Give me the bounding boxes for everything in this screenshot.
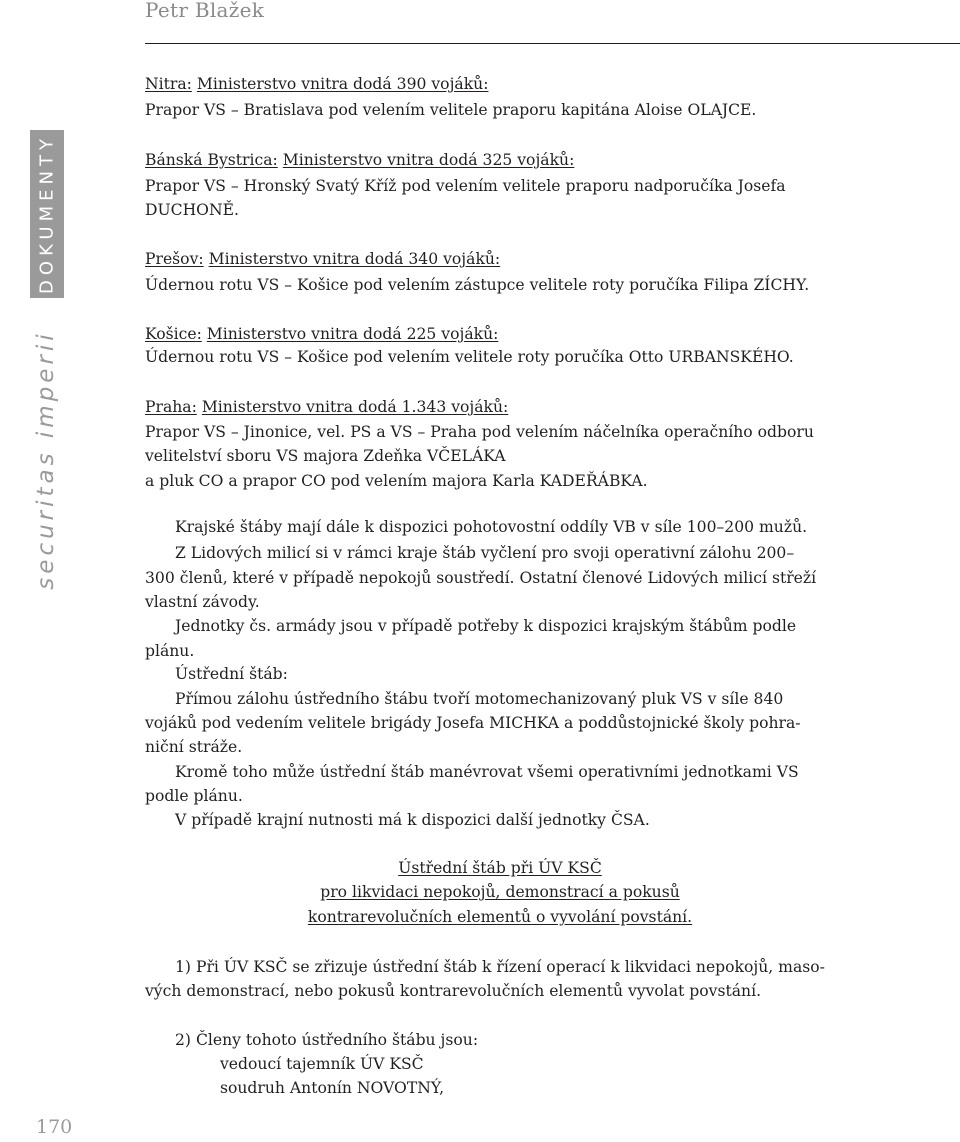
unit-line: a pluk CO a prapor CO pod velením majora Karla KADEŘÁBKA. xyxy=(145,472,648,490)
unit-place: Bánská Bystrica: xyxy=(145,151,278,169)
paragraph-line: V případě krajní nutnosti má k dispozici další jednotky ČSA. xyxy=(175,811,650,829)
point-line: 1) Při ÚV KSČ se zřizuje ústřední štáb k řízení operací k likvidaci nepokojů, maso- xyxy=(175,958,825,976)
header-rule xyxy=(145,43,960,44)
paragraph-line: Kromě toho může ústřední štáb manévrovat všemi operativními jednotkami VS xyxy=(175,763,799,781)
section-heading-line xyxy=(145,856,855,880)
series-label: securitas imperii xyxy=(33,330,59,590)
unit-supply: Ministerstvo vnitra dodá 225 vojáků: xyxy=(206,325,499,343)
section-heading-line xyxy=(145,905,855,929)
unit-line: Prapor VS – Jinonice, vel. PS a VS – Praha pod velením náčelníka operačního odboru xyxy=(145,423,814,441)
paragraph-line: podle plánu. xyxy=(145,787,243,805)
unit-supply: Ministerstvo vnitra dodá 325 vojáků: xyxy=(282,151,575,169)
unit-place: Nitra: xyxy=(145,75,192,93)
point-line: vých demonstrací, nebo pokusů kontrarevolučních elementů vyvolat povstání. xyxy=(145,982,762,1000)
section-label: DOKUMENTY xyxy=(36,134,58,294)
paragraph-line: vlastní závody. xyxy=(145,593,260,611)
unit-place: Košice: xyxy=(145,325,202,343)
section-heading-text: kontrarevolučních elementů o vyvolání povstání. xyxy=(307,908,693,926)
paragraph-line: vojáků pod vedením velitele brigády Josefa MICHKA a poddůstojnické školy pohra- xyxy=(145,714,801,732)
unit-line: Prapor VS – Bratislava pod velením velitele praporu kapitána Aloise OLAJCE. xyxy=(145,101,757,119)
paragraph-line: Jednotky čs. armády jsou v případě potřeby k dispozici krajským štábům podle xyxy=(175,617,797,635)
unit-line: Prapor VS – Hronský Svatý Kříž pod velením velitele praporu nadporučíka Josefa xyxy=(145,177,786,195)
unit-line: Údernou rotu VS – Košice pod velením zástupce velitele roty poručíka Filipa ZÍCHY. xyxy=(145,276,810,294)
unit-presov-heading xyxy=(145,247,500,271)
unit-kosice-heading xyxy=(145,322,498,346)
section-heading-text: pro likvidaci nepokojů, demonstrací a pokusů xyxy=(320,883,680,901)
section-heading-text: Ústřední štáb při ÚV KSČ xyxy=(398,859,602,877)
paragraph-line: niční stráže. xyxy=(145,738,243,756)
paragraph-line: plánu. xyxy=(145,642,195,660)
unit-place: Praha: xyxy=(145,398,197,416)
unit-praha-heading xyxy=(145,395,508,419)
point-line: 2) Členy tohoto ústředního štábu jsou: xyxy=(175,1031,479,1049)
unit-line: Údernou rotu VS – Košice pod velením velitele roty poručíka Otto URBANSKÉHO. xyxy=(145,348,794,366)
unit-supply: Ministerstvo vnitra dodá 340 vojáků: xyxy=(208,250,501,268)
paragraph-line: Z Lidových milicí si v rámci kraje štáb vyčlení pro svoji operativní zálohu 200– xyxy=(175,544,795,562)
unit-line: DUCHONĚ. xyxy=(145,201,239,219)
point-line: soudruh Antonín NOVOTNÝ, xyxy=(220,1079,445,1097)
running-head-author: Petr Blažek xyxy=(145,0,265,22)
unit-supply: Ministerstvo vnitra dodá 1.343 vojáků: xyxy=(201,398,509,416)
section-heading-line xyxy=(145,880,855,904)
unit-place: Prešov: xyxy=(145,250,204,268)
unit-nitra-heading xyxy=(145,72,488,96)
paragraph-line: Ústřední štáb: xyxy=(175,665,288,683)
point-line: vedoucí tajemník ÚV KSČ xyxy=(220,1055,424,1073)
unit-line: velitelství sboru VS majora Zdeňka VČELÁKA xyxy=(145,447,506,465)
paragraph-line: 300 členů, které v případě nepokojů soustředí. Ostatní členové Lidových milicí střeží xyxy=(145,569,817,587)
paragraph-line: Přímou zálohu ústředního štábu tvoří motomechanizovaný pluk VS v síle 840 xyxy=(175,690,784,708)
unit-banska-bystrica-heading xyxy=(145,148,574,172)
paragraph-line: Krajské štáby mají dále k dispozici pohotovostní oddíly VB v síle 100–200 mužů. xyxy=(175,518,808,536)
unit-supply: Ministerstvo vnitra dodá 390 vojáků: xyxy=(196,75,489,93)
page-number: 170 xyxy=(36,1116,73,1138)
